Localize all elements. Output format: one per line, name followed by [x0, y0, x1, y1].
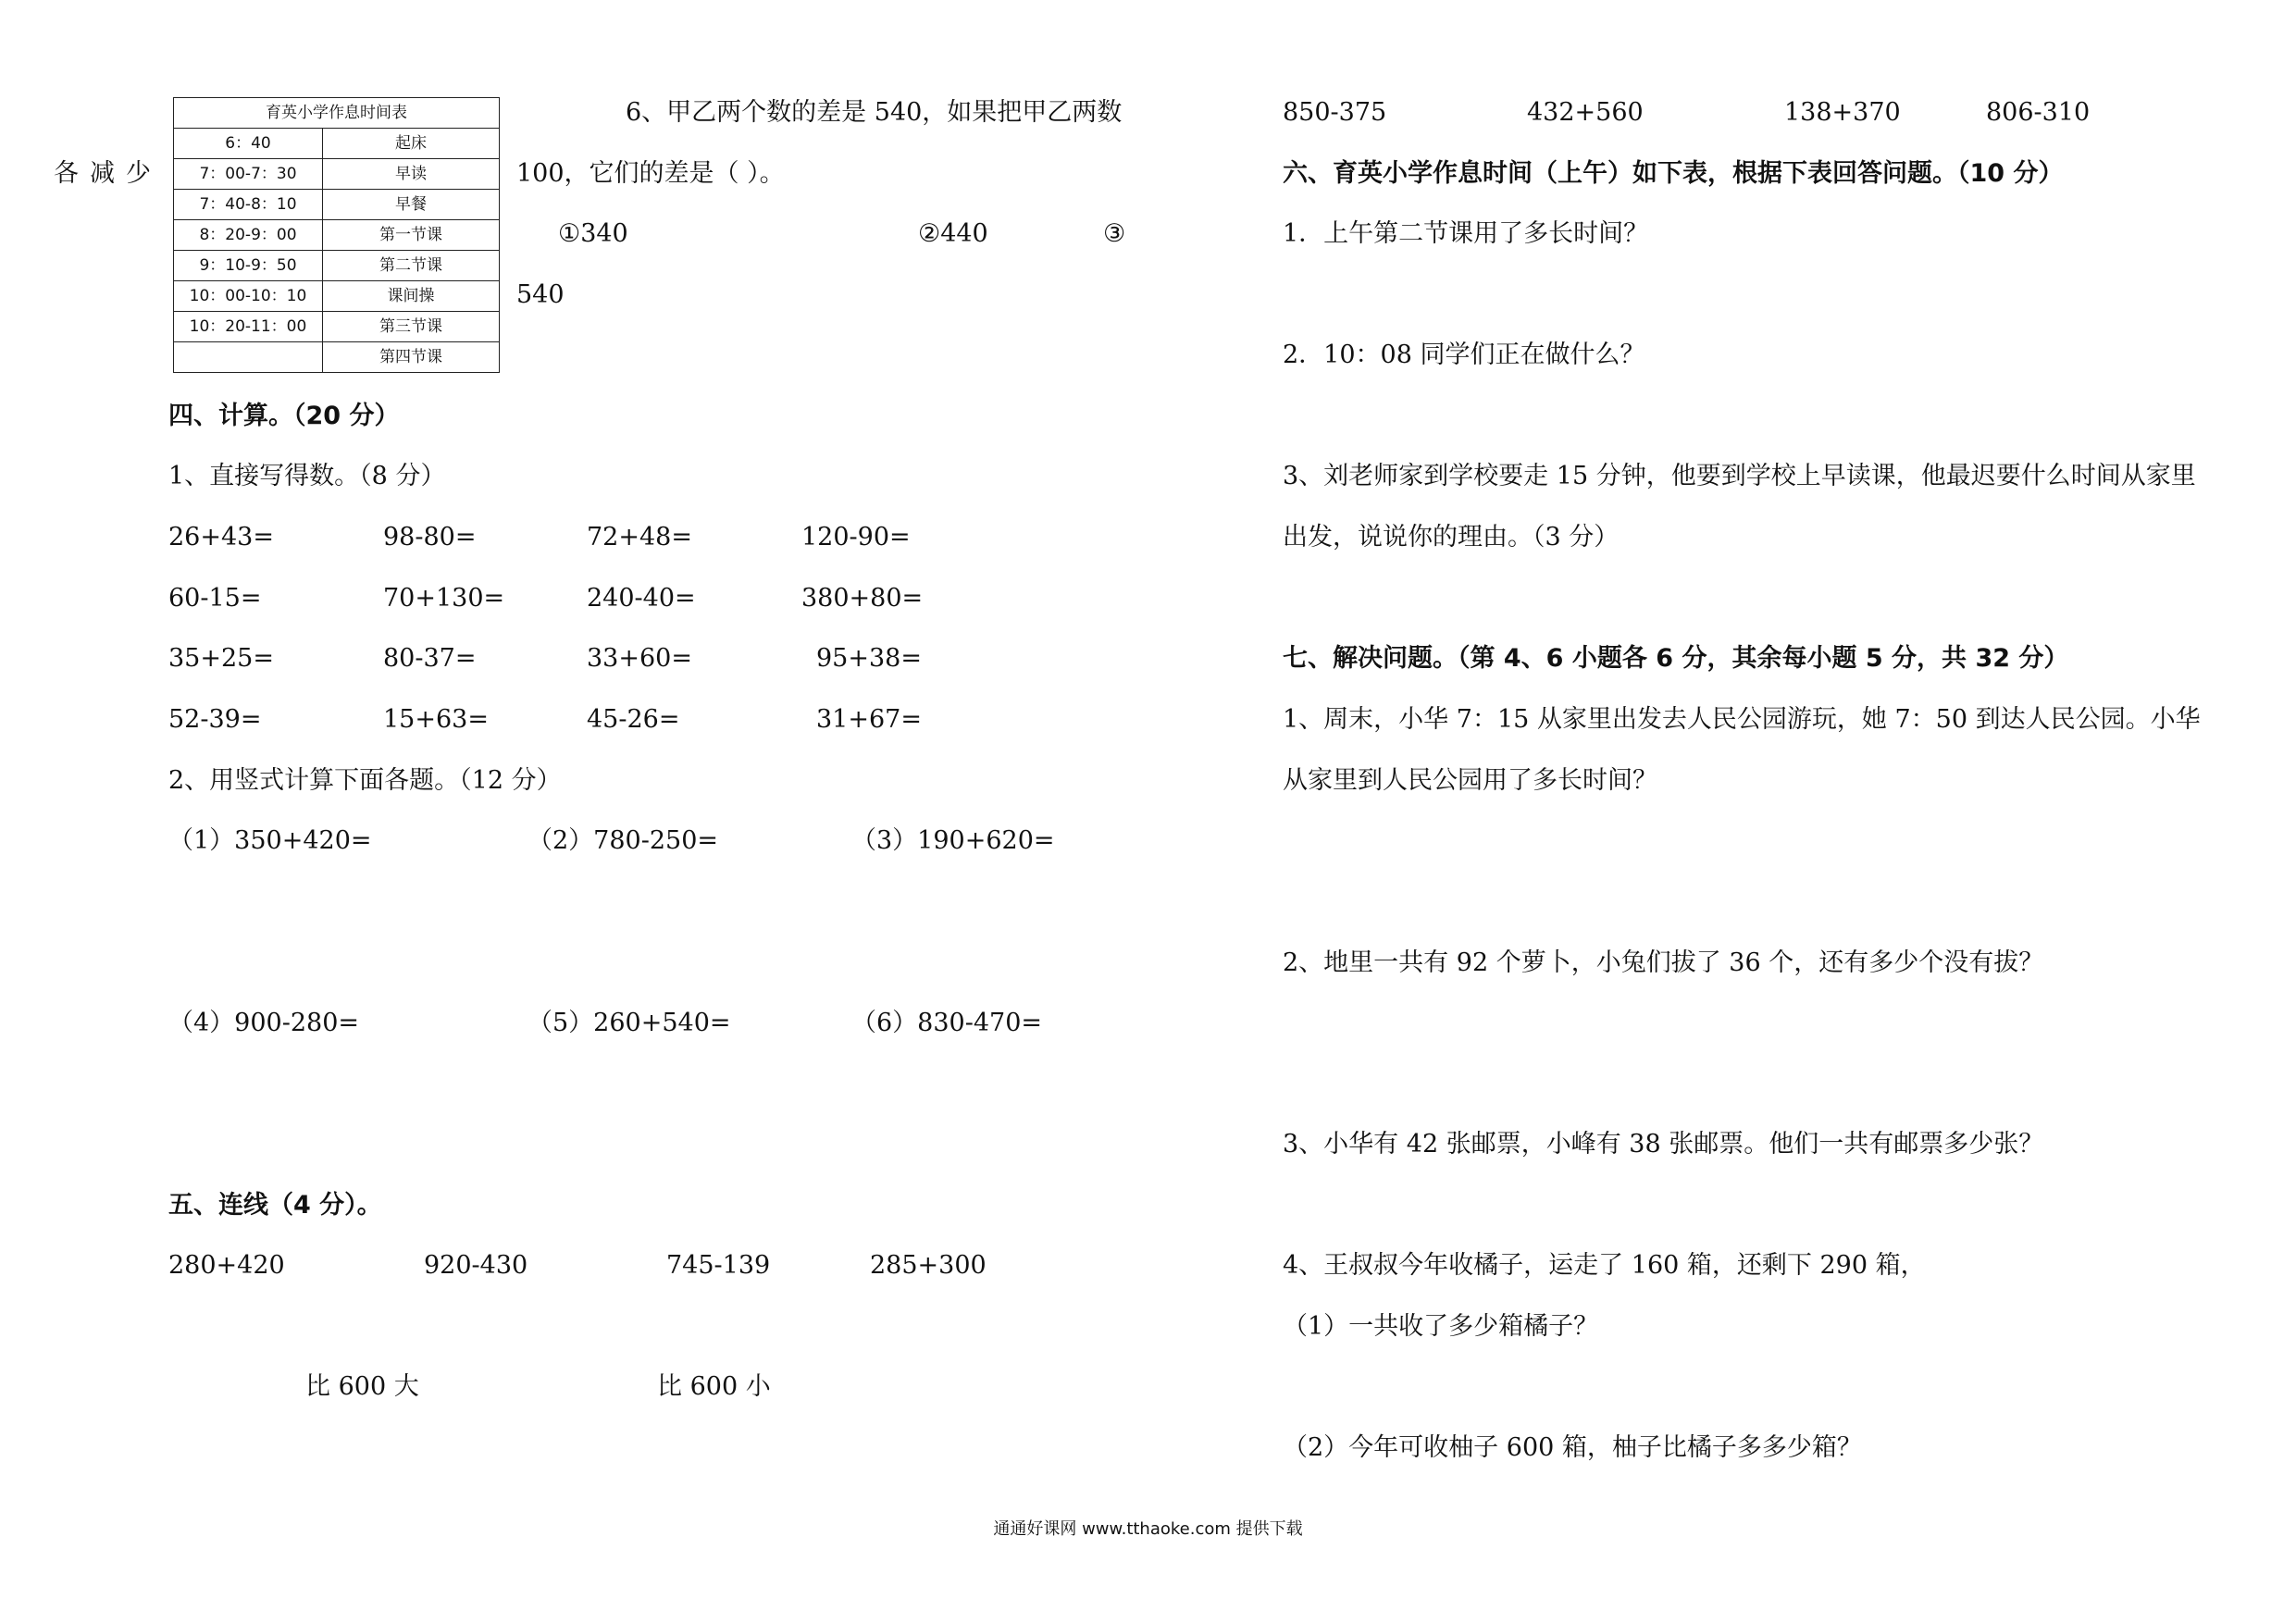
mental-calc-item: 80-37=	[383, 644, 477, 673]
q6-line2: 100，它们的差是（ ）。	[516, 159, 785, 188]
mental-calc-item: 380+80=	[801, 584, 924, 613]
mental-calc-item: 35+25=	[168, 644, 274, 673]
section-5-title: 五、连线（4 分）。	[168, 1191, 382, 1220]
section-6-q1: 1．上午第二节课用了多长时间？	[1283, 219, 1649, 248]
q6-line1: 6、甲乙两个数的差是 540，如果把甲乙两数	[626, 98, 1123, 127]
schedule-activity: 第四节课	[323, 342, 500, 373]
schedule-row	[174, 342, 500, 373]
q6-option-2: ②440	[918, 219, 988, 248]
schedule-activity: 课间操	[323, 281, 500, 312]
side-text: 各减少	[54, 159, 162, 188]
schedule-activity: 早读	[323, 159, 500, 190]
section-4-title: 四、计算。（20 分）	[168, 402, 400, 430]
match-target-less: 比 600 小	[657, 1372, 771, 1401]
schedule-time: 7：00-7：30	[174, 159, 323, 190]
schedule-activity: 起床	[323, 129, 500, 159]
mental-calc-item: 72+48=	[587, 523, 692, 551]
schedule-activity: 早餐	[323, 190, 500, 220]
mental-calc-item: 70+130=	[383, 584, 505, 613]
section-6-title: 六、育英小学作息时间（上午）如下表，根据下表回答问题。（10 分）	[1283, 159, 2064, 188]
top-expression: 432+560	[1527, 98, 1644, 127]
vertical-calc-item: （4）900-280=	[168, 1009, 359, 1037]
mental-calc-item: 31+67=	[816, 705, 922, 734]
schedule-table	[173, 97, 500, 373]
match-expression: 285+300	[870, 1251, 987, 1280]
schedule-activity: 第三节课	[323, 312, 500, 342]
footer-source: 通通好课网 www.tthaoke.com 提供下载	[993, 1519, 1303, 1539]
schedule-row	[174, 312, 500, 342]
schedule-title: 育英小学作息时间表	[174, 98, 500, 129]
match-expression: 920-430	[424, 1251, 528, 1280]
top-expression: 806-310	[1986, 98, 2091, 127]
schedule-time: 8：20-9：00	[174, 220, 323, 251]
section-4-sub1: 1、直接写得数。（8 分）	[168, 462, 446, 490]
vertical-calc-item: （3）190+620=	[851, 826, 1055, 855]
schedule-row	[174, 129, 500, 159]
schedule-row	[174, 251, 500, 281]
top-expression: 138+370	[1784, 98, 1901, 127]
section-7-q4-part1: （1）一共收了多少箱橘子？	[1283, 1312, 1599, 1341]
schedule-activity: 第一节课	[323, 220, 500, 251]
schedule-time	[174, 342, 323, 373]
schedule-time: 7：40-8：10	[174, 190, 323, 220]
section-7-q2: 2、地里一共有 92 个萝卜，小兔们拔了 36 个，还有多少个没有拔？	[1283, 948, 2044, 977]
mental-calc-item: 98-80=	[383, 523, 477, 551]
schedule-row	[174, 190, 500, 220]
mental-calc-item: 33+60=	[587, 644, 692, 673]
schedule-row	[174, 159, 500, 190]
vertical-calc-item: （1）350+420=	[168, 826, 372, 855]
mental-calc-item: 26+43=	[168, 523, 274, 551]
section-6-q3-line1: 3、刘老师家到学校要走 15 分钟，他要到学校上早读课，他最迟要什么时间从家里	[1283, 462, 2196, 490]
section-7-q4: 4、王叔叔今年收橘子，运走了 160 箱，还剩下 290 箱，	[1283, 1251, 1926, 1280]
mental-calc-item: 15+63=	[383, 705, 489, 734]
section-4-sub2: 2、用竖式计算下面各题。（12 分）	[168, 766, 562, 795]
mental-calc-item: 95+38=	[816, 644, 922, 673]
section-7-q1-line1: 1、周末，小华 7：15 从家里出发去人民公园游玩，她 7：50 到达人民公园。小华	[1283, 705, 2201, 734]
mental-calc-item: 120-90=	[801, 523, 911, 551]
section-7-title: 七、解决问题。（第 4、6 小题各 6 分，其余每小题 5 分，共 32 分）	[1283, 644, 2069, 673]
section-6-q2: 2．10：08 同学们正在做什么？	[1283, 341, 1645, 369]
mental-calc-item: 52-39=	[168, 705, 262, 734]
match-target-greater: 比 600 大	[305, 1372, 419, 1401]
schedule-row	[174, 281, 500, 312]
mental-calc-item: 45-26=	[587, 705, 680, 734]
schedule-row	[174, 220, 500, 251]
section-7-q3: 3、小华有 42 张邮票，小峰有 38 张邮票。他们一共有邮票多少张？	[1283, 1130, 2044, 1158]
vertical-calc-item: （2）780-250=	[527, 826, 718, 855]
vertical-calc-item: （6）830-470=	[851, 1009, 1042, 1037]
section-6-q3-line2: 出发，说说你的理由。（3 分）	[1283, 523, 1620, 551]
schedule-time: 10：00-10：10	[174, 281, 323, 312]
schedule-time: 10：20-11：00	[174, 312, 323, 342]
schedule-activity: 第二节课	[323, 251, 500, 281]
q6-option-3: ③	[1103, 219, 1126, 248]
match-expression: 745-139	[666, 1251, 771, 1280]
mental-calc-item: 60-15=	[168, 584, 262, 613]
section-7-q1-line2: 从家里到人民公园用了多长时间？	[1283, 766, 1657, 795]
section-7-q4-part2: （2）今年可收柚子 600 箱，柚子比橘子多多少箱？	[1283, 1433, 1862, 1462]
vertical-calc-item: （5）260+540=	[527, 1009, 731, 1037]
schedule-time: 9：10-9：50	[174, 251, 323, 281]
schedule-time: 6：40	[174, 129, 323, 159]
q6-option-1: ①340	[558, 219, 628, 248]
q6-option-3-value: 540	[516, 280, 565, 309]
mental-calc-item: 240-40=	[587, 584, 696, 613]
match-expression: 280+420	[168, 1251, 285, 1280]
top-expression: 850-375	[1283, 98, 1387, 127]
